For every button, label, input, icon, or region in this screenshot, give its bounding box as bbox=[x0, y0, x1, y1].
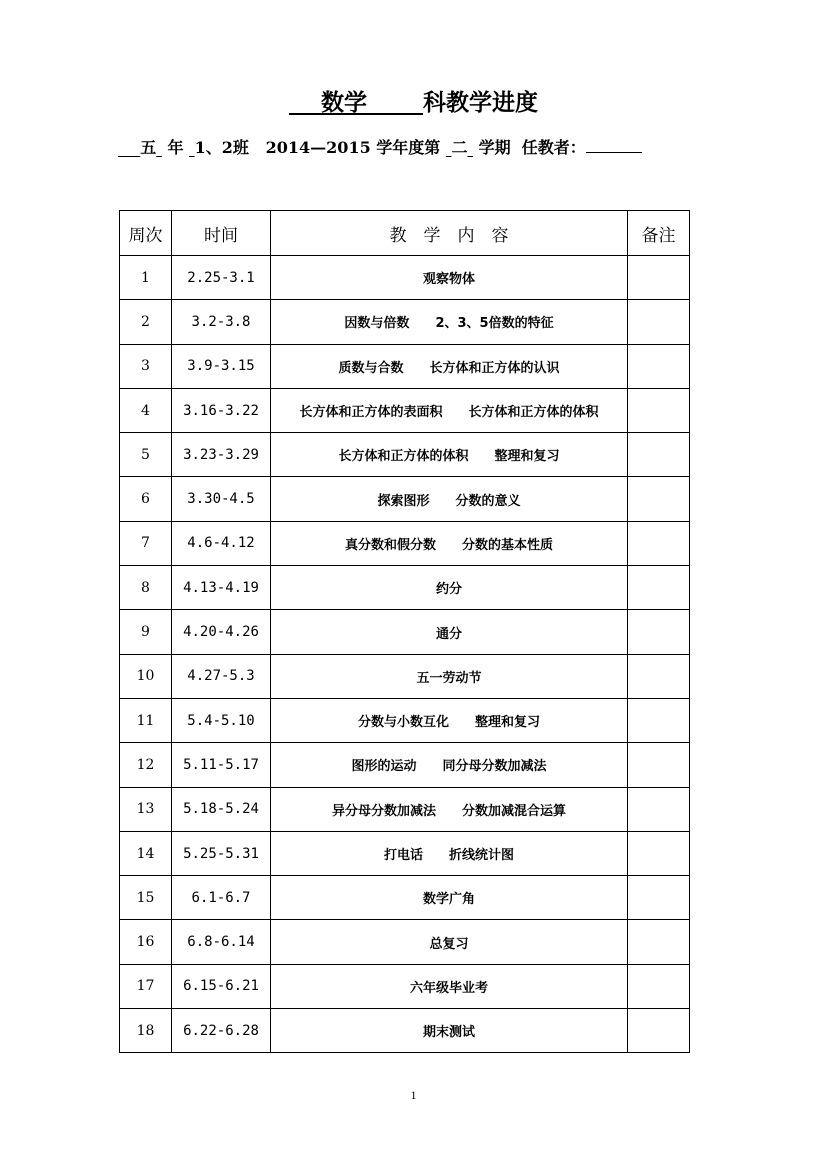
teacher-label: 任教者： bbox=[521, 138, 586, 157]
time-cell: 3.23-3.29 bbox=[172, 433, 271, 477]
header-content: 教 学 内 容 bbox=[271, 211, 628, 256]
table-row bbox=[120, 388, 690, 432]
table-row bbox=[120, 831, 690, 875]
week-cell: 18 bbox=[120, 1009, 172, 1053]
content-cell bbox=[271, 521, 628, 565]
notes-cell[interactable] bbox=[628, 831, 690, 875]
table-row bbox=[120, 787, 690, 831]
content-item: 六年级毕业考 bbox=[409, 980, 488, 996]
content-cell bbox=[271, 964, 628, 1008]
content-cell bbox=[271, 388, 628, 432]
week-cell: 10 bbox=[120, 654, 172, 698]
content-item: 总复习 bbox=[429, 936, 469, 952]
content-cell bbox=[271, 831, 628, 875]
header-week: 周次 bbox=[120, 211, 172, 256]
title-suffix: 科教学进度 bbox=[423, 89, 539, 116]
content-cell bbox=[271, 698, 628, 742]
grade-label: 年 bbox=[167, 138, 184, 157]
week-cell: 3 bbox=[120, 344, 172, 388]
time-cell: 4.20-4.26 bbox=[172, 610, 271, 654]
week-cell: 11 bbox=[120, 698, 172, 742]
week-cell: 8 bbox=[120, 566, 172, 610]
content-item: 真分数和假分数 bbox=[344, 537, 436, 553]
week-cell: 1 bbox=[120, 256, 172, 300]
content-item: 分数的基本性质 bbox=[462, 537, 554, 553]
content-cell bbox=[271, 876, 628, 920]
content-item: 整理和复习 bbox=[494, 449, 560, 465]
time-cell: 4.13-4.19 bbox=[172, 566, 271, 610]
notes-cell[interactable] bbox=[628, 477, 690, 521]
teacher-blank[interactable] bbox=[586, 136, 642, 153]
notes-cell[interactable] bbox=[628, 787, 690, 831]
table-row bbox=[120, 876, 690, 920]
week-cell: 7 bbox=[120, 521, 172, 565]
table-row bbox=[120, 698, 690, 742]
content-item: 长方体和正方体的认识 bbox=[429, 360, 560, 376]
table-row bbox=[120, 521, 690, 565]
content-cell bbox=[271, 1009, 628, 1053]
content-item: 同分母分数加减法 bbox=[442, 759, 547, 775]
content-cell bbox=[271, 654, 628, 698]
notes-cell[interactable] bbox=[628, 300, 690, 344]
page-title bbox=[0, 86, 827, 120]
week-cell: 15 bbox=[120, 876, 172, 920]
term-value: 二 bbox=[451, 138, 468, 157]
week-cell: 16 bbox=[120, 920, 172, 964]
table-row bbox=[120, 743, 690, 787]
header-notes: 备注 bbox=[628, 211, 690, 256]
time-cell: 3.30-4.5 bbox=[172, 477, 271, 521]
content-cell bbox=[271, 300, 628, 344]
time-cell: 3.9-3.15 bbox=[172, 344, 271, 388]
time-cell: 6.15-6.21 bbox=[172, 964, 271, 1008]
header-row bbox=[120, 211, 690, 256]
term-label: 学期 bbox=[478, 138, 511, 157]
content-item: 图形的运动 bbox=[351, 759, 417, 775]
week-cell: 13 bbox=[120, 787, 172, 831]
time-cell: 5.4-5.10 bbox=[172, 698, 271, 742]
content-item: 折线统计图 bbox=[449, 848, 515, 863]
content-cell bbox=[271, 344, 628, 388]
table-row bbox=[120, 344, 690, 388]
time-cell: 6.22-6.28 bbox=[172, 1009, 271, 1053]
schedule-table bbox=[119, 210, 690, 1053]
week-cell: 4 bbox=[120, 388, 172, 432]
time-cell: 4.27-5.3 bbox=[172, 654, 271, 698]
week-cell: 2 bbox=[120, 300, 172, 344]
table-row bbox=[120, 433, 690, 477]
subject-value: 数学 bbox=[320, 89, 367, 116]
time-cell: 5.18-5.24 bbox=[172, 787, 271, 831]
class-label: 班 bbox=[232, 138, 249, 157]
time-cell: 6.1-6.7 bbox=[172, 876, 271, 920]
time-cell: 6.8-6.14 bbox=[172, 920, 271, 964]
time-cell: 4.6-4.12 bbox=[172, 521, 271, 565]
week-cell: 9 bbox=[120, 610, 172, 654]
notes-cell[interactable] bbox=[628, 920, 690, 964]
week-cell: 14 bbox=[120, 831, 172, 875]
content-item: 分数加减混合运算 bbox=[462, 803, 567, 819]
notes-cell[interactable] bbox=[628, 566, 690, 610]
time-cell: 5.11-5.17 bbox=[172, 743, 271, 787]
content-item: 因数与倍数 bbox=[344, 316, 410, 332]
term-field bbox=[446, 137, 473, 159]
grade-value: 五 bbox=[140, 138, 157, 157]
week-cell: 5 bbox=[120, 433, 172, 477]
content-item: 分数的意义 bbox=[455, 493, 521, 509]
content-item: 长方体和正方体的体积 bbox=[468, 405, 599, 421]
time-cell: 3.16-3.22 bbox=[172, 388, 271, 432]
content-item: 质数与合数 bbox=[338, 360, 404, 376]
table-row bbox=[120, 477, 690, 521]
table-row bbox=[120, 964, 690, 1008]
content-item: 探索图形 bbox=[377, 493, 430, 509]
notes-cell[interactable] bbox=[628, 654, 690, 698]
notes-cell[interactable] bbox=[628, 698, 690, 742]
table-row bbox=[120, 300, 690, 344]
content-cell bbox=[271, 256, 628, 300]
notes-cell[interactable] bbox=[628, 388, 690, 432]
notes-cell[interactable] bbox=[628, 964, 690, 1008]
content-cell bbox=[271, 787, 628, 831]
header-time: 时间 bbox=[172, 211, 271, 256]
notes-cell[interactable] bbox=[628, 256, 690, 300]
content-item: 打电话 bbox=[383, 848, 423, 863]
content-cell bbox=[271, 477, 628, 521]
table-row bbox=[120, 566, 690, 610]
content-cell bbox=[271, 920, 628, 964]
classes-value: 1、2 bbox=[194, 138, 233, 157]
time-cell: 5.25-5.31 bbox=[172, 831, 271, 875]
content-item: 期末测试 bbox=[422, 1025, 475, 1041]
notes-cell[interactable] bbox=[628, 344, 690, 388]
content-item: 整理和复习 bbox=[475, 715, 541, 731]
content-item: 长方体和正方体的体积 bbox=[338, 449, 469, 465]
time-cell: 3.2-3.8 bbox=[172, 300, 271, 344]
subject-field bbox=[289, 89, 423, 116]
notes-cell[interactable] bbox=[628, 610, 690, 654]
content-item: 五一劳动节 bbox=[416, 670, 482, 686]
content-cell bbox=[271, 433, 628, 477]
week-cell: 6 bbox=[120, 477, 172, 521]
year-label: 学年度第 bbox=[376, 138, 441, 157]
class-info-line bbox=[118, 136, 718, 159]
table-row bbox=[120, 920, 690, 964]
content-cell bbox=[271, 566, 628, 610]
content-cell bbox=[271, 610, 628, 654]
content-item: 长方体和正方体的表面积 bbox=[299, 405, 443, 421]
content-item: 约分 bbox=[435, 582, 462, 598]
grade-field bbox=[118, 137, 162, 159]
classes-field bbox=[189, 137, 233, 159]
school-year: 2014—2015 bbox=[265, 138, 371, 157]
table-row bbox=[120, 1009, 690, 1053]
week-cell: 12 bbox=[120, 743, 172, 787]
notes-cell[interactable] bbox=[628, 743, 690, 787]
page-number: 1 bbox=[410, 1088, 417, 1102]
content-cell bbox=[271, 743, 628, 787]
content-item: 通分 bbox=[435, 626, 462, 642]
content-item: 2、3、5倍数的特征 bbox=[435, 316, 554, 332]
notes-cell[interactable] bbox=[628, 521, 690, 565]
content-item: 观察物体 bbox=[422, 272, 475, 288]
notes-cell[interactable] bbox=[628, 433, 690, 477]
week-cell: 17 bbox=[120, 964, 172, 1008]
table-row bbox=[120, 654, 690, 698]
notes-cell[interactable] bbox=[628, 1009, 690, 1053]
content-item: 数学广角 bbox=[422, 892, 475, 908]
content-item: 异分母分数加减法 bbox=[331, 803, 436, 819]
content-item: 分数与小数互化 bbox=[357, 715, 449, 731]
table-row bbox=[120, 610, 690, 654]
notes-cell[interactable] bbox=[628, 876, 690, 920]
time-cell: 2.25-3.1 bbox=[172, 256, 271, 300]
table-row bbox=[120, 256, 690, 300]
